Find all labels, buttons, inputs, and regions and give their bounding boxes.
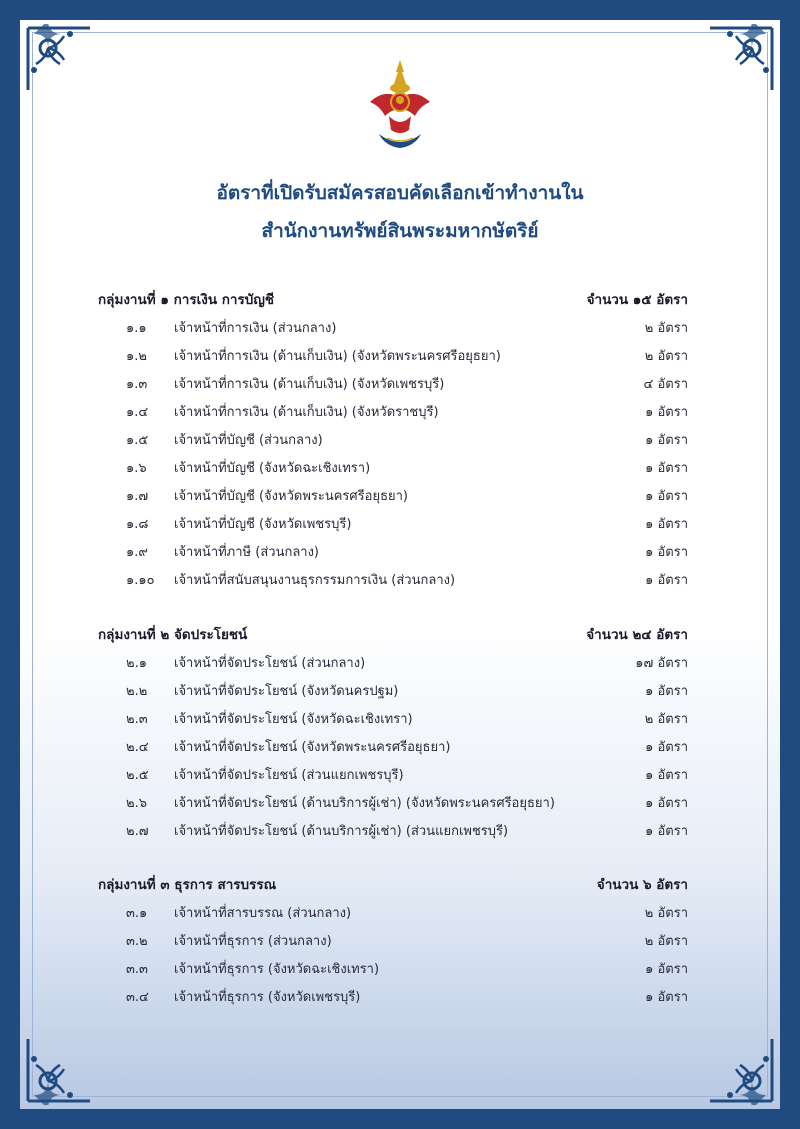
item-number: ๑.๗ [126,489,149,504]
group-total: จำนวน ๒๔ อัตรา [586,627,688,643]
group-section [98,620,688,846]
corner-ornament-icon [706,1035,776,1105]
group-heading: กลุ่มงานที่ ๓ ธุรการ สารบรรณ [98,877,277,893]
item-number: ๓.๑ [126,906,148,921]
list-item [98,734,688,762]
item-count: ๑ อัตรา [645,962,688,977]
item-count: ๑ อัตรา [645,684,688,699]
item-title: เจ้าหน้าที่บัญชี (จังหวัดพระนครศรีอยุธยา) [174,489,408,504]
list-item [98,706,688,734]
item-number: ๒.๗ [126,824,149,839]
item-number: ๒.๖ [126,796,147,811]
item-count: ๑ อัตรา [645,433,688,448]
item-count: ๒ อัตรา [644,906,688,921]
item-count: ๑ อัตรา [645,573,688,588]
document-page [20,20,780,1109]
item-number: ๑.๑๐ [126,573,155,588]
item-number: ๑.๓ [126,377,148,392]
list-item [98,511,688,539]
item-number: ๑.๙ [126,545,148,560]
item-number: ๑.๕ [126,433,149,448]
group-heading: กลุ่มงานที่ ๒ จัดประโยชน์ [98,627,248,643]
item-number: ๒.๕ [126,768,149,783]
list-item [98,928,688,956]
item-title: เจ้าหน้าที่จัดประโยชน์ (จังหวัดนครปฐม) [174,684,399,699]
item-number: ๑.๑ [126,321,147,336]
group-total: จำนวน ๑๕ อัตรา [586,292,688,308]
list-item [98,984,688,1012]
item-number: ๑.๖ [126,461,147,476]
item-title: เจ้าหน้าที่จัดประโยชน์ (จังหวัดฉะเชิงเทรา) [174,712,413,727]
item-title: เจ้าหน้าที่จัดประโยชน์ (ด้านบริการผู้เช่า) (ส่วนแยกเพชรบุรี) [174,824,509,839]
item-title: เจ้าหน้าที่บัญชี (จังหวัดเพชรบุรี) [174,517,352,532]
item-title: เจ้าหน้าที่จัดประโยชน์ (จังหวัดพระนครศรีอยุธยา) [174,740,451,755]
item-count: ๑ อัตรา [645,796,688,811]
page-subtitle: สำนักงานทรัพย์สินพระมหากษัตริย์ [261,220,539,242]
list-item [98,650,688,678]
item-title: เจ้าหน้าที่การเงิน (ด้านเก็บเงิน) (จังหวัดเพชรบุรี) [174,377,445,392]
item-number: ๒.๒ [126,684,148,699]
item-number: ๓.๔ [126,990,149,1005]
group-heading-row [98,620,688,650]
group-heading-row [98,870,688,900]
item-title: เจ้าหน้าที่การเงิน (ด้านเก็บเงิน) (จังหวัดพระนครศรีอยุธยา) [174,349,501,364]
item-number: ๒.๔ [126,740,149,755]
list-item [98,567,688,595]
garuda-emblem-icon [365,58,435,154]
item-count: ๑ อัตรา [645,990,688,1005]
list-item [98,371,688,399]
item-count: ๑ อัตรา [645,489,688,504]
corner-ornament-icon [24,1035,94,1105]
item-count: ๑ อัตรา [645,405,688,420]
item-count: ๑ อัตรา [645,517,688,532]
item-count: ๑๗ อัตรา [635,656,688,671]
item-count: ๔ อัตรา [643,377,688,392]
list-item [98,483,688,511]
item-title: เจ้าหน้าที่ธุรการ (จังหวัดเพชรบุรี) [174,990,361,1005]
group-heading-row [98,285,688,315]
list-item [98,956,688,984]
list-item [98,818,688,846]
item-title: เจ้าหน้าที่บัญชี (จังหวัดฉะเชิงเทรา) [174,461,371,476]
item-number: ๓.๓ [126,962,148,977]
list-item [98,539,688,567]
item-title: เจ้าหน้าที่สนับสนุนงานธุรกรรมการเงิน (ส่วนกลาง) [174,573,456,588]
page-title: อัตราที่เปิดรับสมัครสอบคัดเลือกเข้าทำงานใน [216,182,584,204]
list-item [98,900,688,928]
item-number: ๒.๓ [126,712,148,727]
list-item [98,762,688,790]
item-number: ๑.๔ [126,405,149,420]
item-count: ๒ อัตรา [644,934,688,949]
item-title: เจ้าหน้าที่บัญชี (ส่วนกลาง) [174,433,323,448]
item-title: เจ้าหน้าที่การเงิน (ส่วนกลาง) [174,321,337,336]
list-item [98,315,688,343]
item-number: ๒.๑ [126,656,147,671]
item-count: ๒ อัตรา [644,712,688,727]
item-title: เจ้าหน้าที่จัดประโยชน์ (ด้านบริการผู้เช่า) (จังหวัดพระนครศรีอยุธยา) [174,796,555,811]
item-title: เจ้าหน้าที่จัดประโยชน์ (ส่วนแยกเพชรบุรี) [174,768,404,783]
item-title: เจ้าหน้าที่ธุรการ (จังหวัดฉะเชิงเทรา) [174,962,380,977]
item-count: ๑ อัตรา [645,740,688,755]
item-count: ๒ อัตรา [644,349,688,364]
group-section [98,870,688,1012]
item-title: เจ้าหน้าที่สารบรรณ (ส่วนกลาง) [174,906,352,921]
item-count: ๑ อัตรา [645,768,688,783]
list-item [98,399,688,427]
item-count: ๑ อัตรา [645,545,688,560]
list-item [98,343,688,371]
item-title: เจ้าหน้าที่ภาษี (ส่วนกลาง) [174,545,320,560]
list-item [98,678,688,706]
item-count: ๑ อัตรา [645,824,688,839]
item-count: ๒ อัตรา [644,321,688,336]
item-title: เจ้าหน้าที่จัดประโยชน์ (ส่วนกลาง) [174,656,366,671]
list-item [98,427,688,455]
item-title: เจ้าหน้าที่การเงิน (ด้านเก็บเงิน) (จังหวัดราชบุรี) [174,405,439,420]
corner-ornament-icon [24,24,94,94]
item-number: ๑.๘ [126,517,149,532]
item-title: เจ้าหน้าที่ธุรการ (ส่วนกลาง) [174,934,332,949]
corner-ornament-icon [706,24,776,94]
item-count: ๑ อัตรา [645,461,688,476]
group-heading: กลุ่มงานที่ ๑ การเงิน การบัญชี [98,292,274,308]
group-total: จำนวน ๖ อัตรา [596,877,688,893]
group-section [98,285,688,595]
item-number: ๓.๒ [126,934,148,949]
list-item [98,455,688,483]
list-item [98,790,688,818]
item-number: ๑.๒ [126,349,147,364]
